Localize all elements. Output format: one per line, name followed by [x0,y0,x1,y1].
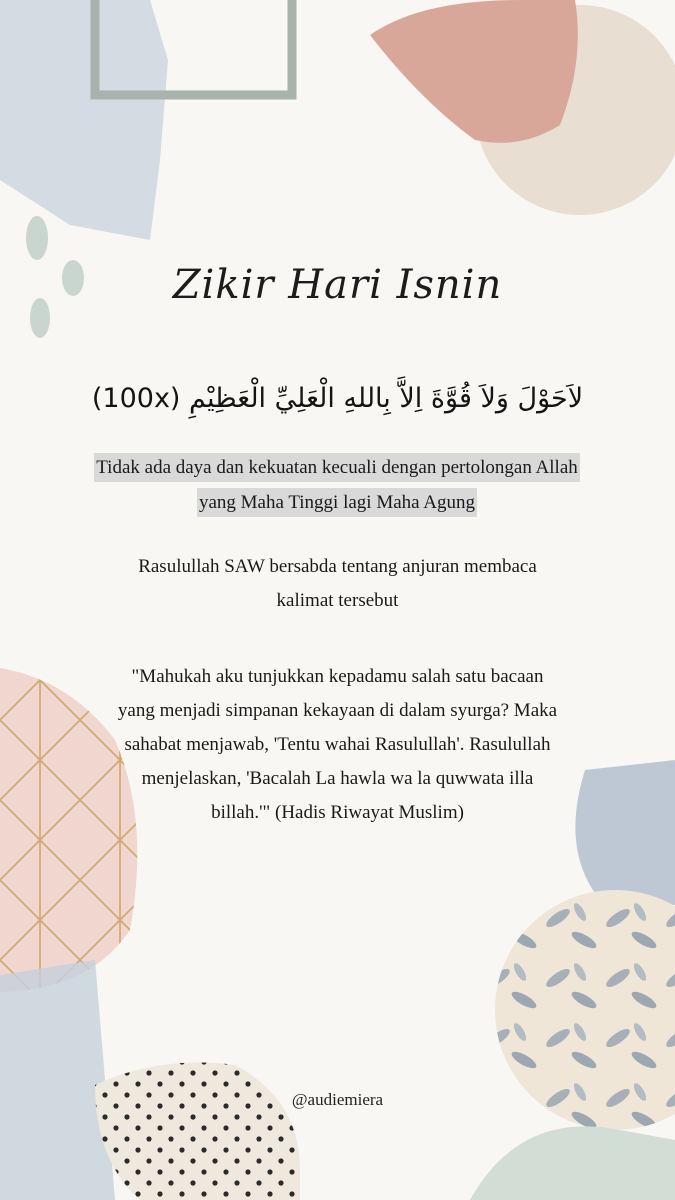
page-title: Zikir Hari Isnin [172,262,503,308]
hadith-line: billah.'" (Hadis Riwayat Muslim) [211,802,464,823]
hadith-line: sahabat menjawab, 'Tentu wahai Rasulullah'. Rasulullah [124,734,551,755]
meaning-translation [73,450,601,520]
author-handle: @audiemiera [291,1090,384,1109]
meaning-line: Tidak ada daya dan kekuatan kecuali dengan pertolongan Allah [94,453,580,482]
meaning-line: yang Maha Tinggi lagi Maha Agung [197,488,477,517]
hadith-line: "Mahukah aku tunjukkan kepadamu salah satu bacaan [131,666,544,687]
hadith-line: yang menjadi simpanan kekayaan di dalam syurga? Maka [117,700,558,721]
intro-line: kalimat tersebut [276,590,399,611]
hadith-quote [95,660,580,830]
arabic-dhikr-text: لاَحَوْلَ وَلاَ قُوَّةَ اِلاَّ بِاللهِ الْعَلِيِّ الْعَظِيْمِ (100x) [91,383,584,414]
hadith-line: menjelaskan, 'Bacalah La hawla wa la quwwata illa [141,768,534,789]
intro-line: Rasulullah SAW bersabda tentang anjuran membaca [138,556,537,577]
hadith-intro [90,550,585,618]
